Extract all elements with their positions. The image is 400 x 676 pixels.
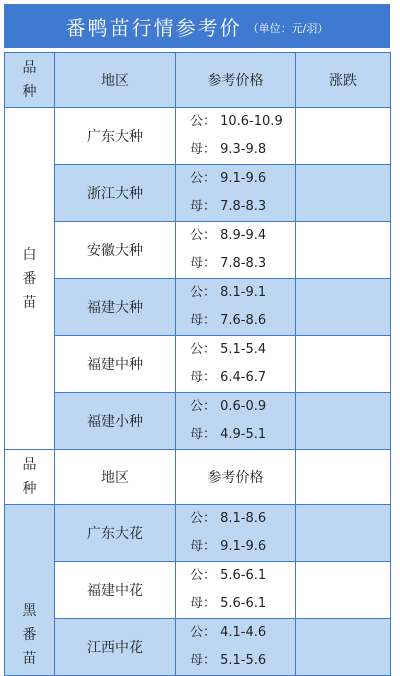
table-row: [5, 165, 391, 222]
region-cell: 福建中种: [55, 336, 176, 393]
region-cell: 广东大种: [55, 108, 176, 165]
table-row: [5, 108, 391, 165]
subheader-change: [296, 450, 391, 505]
subheader-category: 品 种: [5, 450, 55, 505]
header-category: 品 种: [5, 53, 55, 108]
subheader-price: 参考价格: [176, 450, 296, 505]
region-cell: 福建中花: [55, 562, 176, 619]
region-cell: 福建大种: [55, 279, 176, 336]
price-cell: 公： 5.6-6.1 母： 5.6-6.1: [176, 562, 296, 619]
table-row: [5, 336, 391, 393]
subheader-region: 地区: [55, 450, 176, 505]
region-cell: 福建小种: [55, 393, 176, 450]
price-cell: 公： 8.9-9.4 母： 7.8-8.3: [176, 222, 296, 279]
change-cell: [296, 562, 391, 619]
price-cell: 公： 8.1-8.6 母： 9.1-9.6: [176, 505, 296, 562]
region-cell: 江西中花: [55, 619, 176, 676]
page-title: 番鸭苗行情参考价: [65, 15, 242, 40]
category-white: 白 番 苗: [5, 108, 55, 450]
price-table: [4, 52, 391, 676]
price-cell: 公： 5.1-5.4 母： 6.4-6.7: [176, 336, 296, 393]
price-cell: 公： 10.6-10.9 母： 9.3-9.8: [176, 108, 296, 165]
change-cell: [296, 336, 391, 393]
price-cell: 公： 4.1-4.6 母： 5.1-5.6: [176, 619, 296, 676]
price-cell: 公： 8.1-9.1 母： 7.6-8.6: [176, 279, 296, 336]
header-region: 地区: [55, 53, 176, 108]
change-cell: [296, 165, 391, 222]
header-price: 参考价格: [176, 53, 296, 108]
table-row: [5, 222, 391, 279]
table-header-row: [5, 53, 391, 108]
table-row: [5, 619, 391, 676]
change-cell: [296, 222, 391, 279]
region-cell: 广东大花: [55, 505, 176, 562]
header-change: 涨跌: [296, 53, 391, 108]
change-cell: [296, 505, 391, 562]
table-row: [5, 393, 391, 450]
change-cell: [296, 108, 391, 165]
table-row: [5, 279, 391, 336]
table-row: [5, 505, 391, 562]
category-black: 黑 番 苗: [5, 505, 55, 676]
region-cell: 安徽大种: [55, 222, 176, 279]
title-banner: [4, 4, 390, 48]
region-cell: 浙江大种: [55, 165, 176, 222]
price-cell: 公： 9.1-9.6 母： 7.8-8.3: [176, 165, 296, 222]
price-cell: 公： 0.6-0.9 母： 4.9-5.1: [176, 393, 296, 450]
unit-note: （单位：元/羽）: [247, 22, 329, 35]
table-row: [5, 562, 391, 619]
change-cell: [296, 279, 391, 336]
table-subheader-row: [5, 450, 391, 505]
change-cell: [296, 619, 391, 676]
change-cell: [296, 393, 391, 450]
